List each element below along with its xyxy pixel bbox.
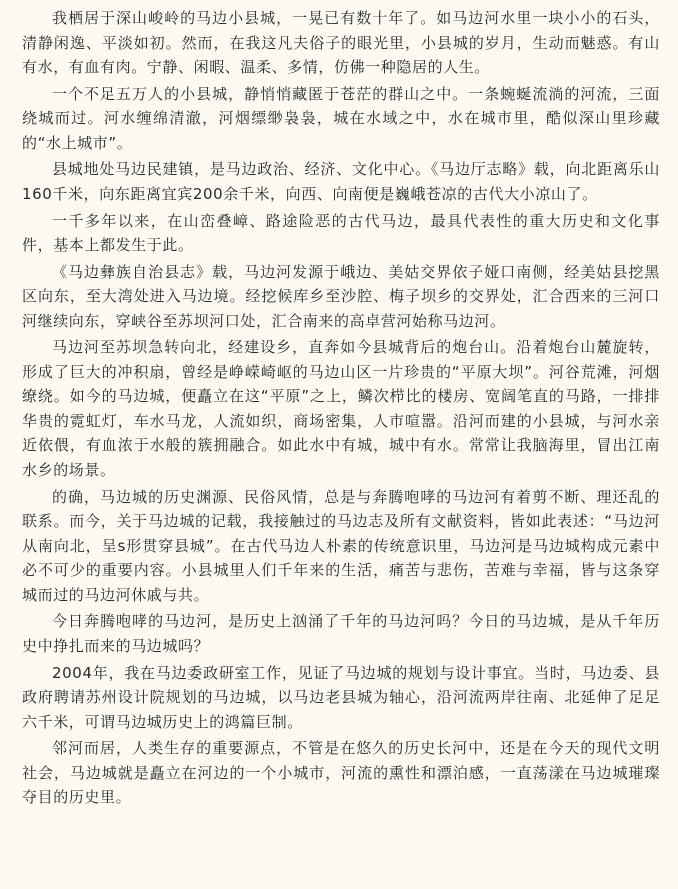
paragraph-6: 马边河至苏坝急转向北，经建设乡，直奔如今县城背后的炮台山。沿着炮台山麓旋转，形成了巨大的冲积扇，曾经是峥嵘崎岖的马边山区一片珍贵的“平原大坝”。河谷荒滩，河烟缭绕。如今的马边城，便矗立在这“平原”之上，鳞次栉比的楼房、宽阔笔直的马路，一排排华贵的霓虹灯，车水马龙，人流如织，商场密集，人市喧嚣。沿河而建的小县城，与河水亲近依偎，有血浓于水般的簇拥融合。如此水中有城，城中有水。常常让我脑海里，冒出江南水乡的场景。 — [22, 338, 660, 479]
paragraph-8: 今日奔腾咆哮的马边河，是历史上汹涌了千年的马边河吗？今日的马边城，是从千年历史中挣扎而来的马边城吗？ — [22, 612, 660, 655]
paragraph-9: 2004年，我在马边委政研室工作，见证了马边城的规划与设计事宜。当时，马边委、县政府聘请苏州设计院规划的马边城，以马边老县城为轴心，沿河流两岸往南、北延伸了足足六千米，可谓马边城历史上的鸿篇巨制。 — [22, 663, 660, 731]
paragraph-1: 我栖居于深山峻岭的马边小县城，一晃已有数十年了。如马边河水里一块小小的石头，清静闲逸、平淡如初。然而，在我这凡夫俗子的眼光里，小县城的岁月，生动而魅惑。有山有水，有血有肉。宁静、闲暇、温柔、多情，仿佛一种隐居的人生。 — [22, 9, 660, 76]
paragraph-10: 邻河而居，人类生存的重要源点，不管是在悠久的历史长河中，还是在今天的现代文明社会，马边城就是矗立在河边的一个小城市，河流的熏性和漂泊感，一直荡漾在马边城璀璨夺目的历史里。 — [22, 739, 660, 807]
paragraph-4: 一千多年以来，在山峦叠嶂、路途险恶的古代马边，最具代表性的重大历史和文化事件，基本上都发生于此。 — [22, 211, 660, 255]
paragraph-5: 《马边彝族自治县志》载，马边河发源于峨边、美姑交界依子娅口南侧，经美姑县挖黑区向东，至大湾处进入马边境。经挖候库乡至沙腔、梅子坝乡的交界处，汇合西来的三河口河继续向东，穿峡谷至苏坝河口处，汇合南来的高卓营河始称马边河。 — [22, 262, 660, 330]
paragraph-2: 一个不足五万人的小县城，静悄悄藏匿于苍茫的群山之中。一条蜿蜒流淌的河流，三面绕城而过。河水缠绵清澈，河烟缥缈袅袅，城在水域之中，水在城市里，酷似深山里珍藏的“水上城市”。 — [22, 84, 660, 152]
paragraph-3: 县城地处马边民建镇，是马边政治、经济、文化中心。《马边厅志略》载，向北距离乐山160千米，向东距离宜宾200余千米，向西、向南便是巍峨苍凉的古代大小凉山了。 — [22, 160, 660, 203]
paragraph-7: 的确，马边城的历史渊源、民俗风情，总是与奔腾咆哮的马边河有着剪不断、理还乱的联系。而今，关于马边城的记载，我接触过的马边志及所有文献资料，皆如此表述：“马边河从南向北，呈s形贯穿县城”。在古代马边人朴素的传统意识里，马边河是马边城构成元素中必不可少的重要内容。小县城里人们千年来的生活，痛苦与悲伤，苦难与幸福，皆与这条穿城而过的马边河休戚与共。 — [22, 487, 660, 604]
